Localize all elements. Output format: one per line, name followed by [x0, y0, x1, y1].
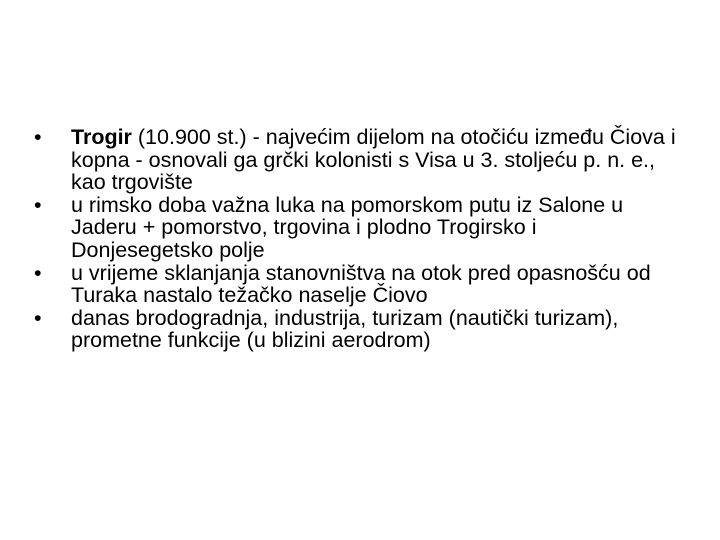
- bullet-marker: •: [34, 305, 42, 330]
- bullet-text: danas brodogradnja, industrija, turizam (nautički turizam), prometne funkcije (u blizini aerodrom): [71, 305, 619, 353]
- bullet-text: u rimsko doba važna luka na pomorskom putu iz Salone u Jaderu + pomorstvo, trgovina i plodno Trogirsko i Donjesegetsko polje: [71, 192, 624, 262]
- bullet-item-trogir: [34, 126, 684, 194]
- bullet-item-ciovo: [34, 262, 684, 307]
- bullet-bold-term: Trogir: [71, 125, 132, 149]
- bullet-item-today: [34, 307, 684, 352]
- bullet-marker: •: [34, 125, 42, 149]
- bullet-marker: •: [34, 260, 42, 285]
- bullet-marker: •: [34, 192, 42, 217]
- bullet-item-roman-era: [34, 194, 684, 262]
- bullet-text: u vrijeme sklanjanja stanovništva na otok pred opasnošću od Turaka nastalo težačko naselje Čiovo: [71, 260, 651, 308]
- bullet-text: (10.900 st.) - najvećim dijelom na otočiću između Čiova i kopna - osnovali ga grčki kolonisti s Visa u 3. stoljeću p. n. e., kao trgovište: [71, 125, 676, 195]
- bullet-list: [34, 126, 684, 352]
